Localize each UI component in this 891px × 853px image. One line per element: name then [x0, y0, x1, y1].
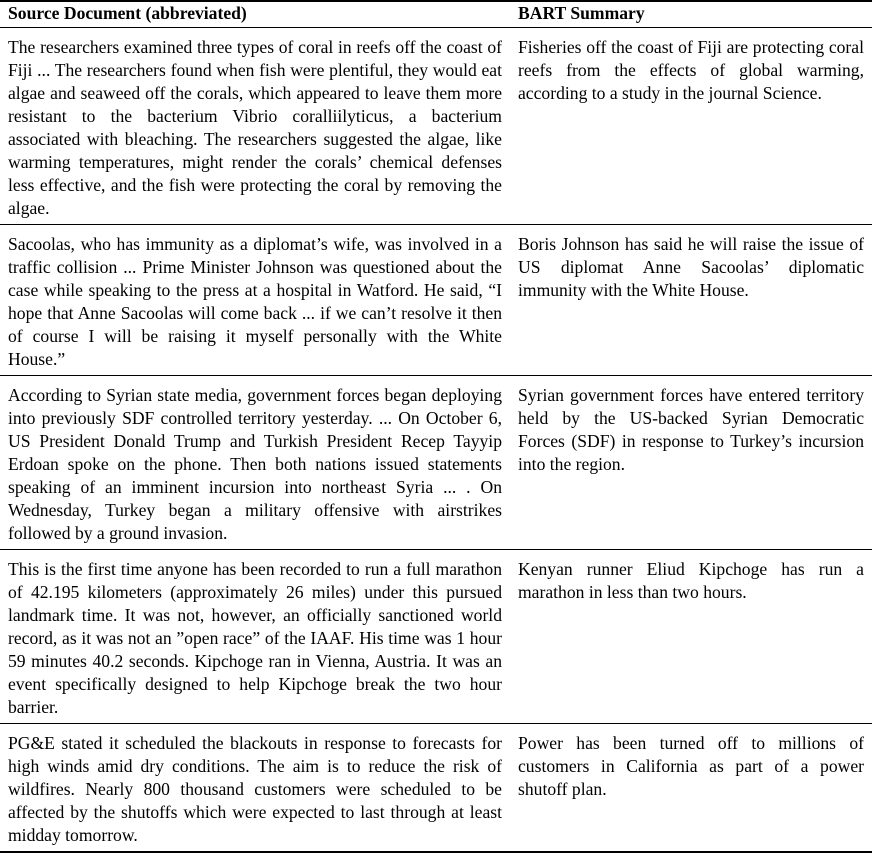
table-row: [0, 550, 872, 724]
source-column-header: Source Document (abbreviated): [8, 3, 247, 23]
summary-cell: Boris Johnson has said he will raise the issue of US diplomat Anne Sacoolas’ diplomatic immunity with the White House.: [518, 234, 864, 300]
source-cell: The researchers examined three types of coral in reefs off the coast of Fiji ... The researchers found when fish were plentiful, they would eat algae and seaweed off the corals, which appeared to leave them more resistant to the bacterium Vibrio coralliilyticus, a bacterium associated with bleaching. The researchers suggested the algae, like warming temperatures, might render the corals’ chemical defenses less effective, and the fish were protecting the coral by removing the algae.: [8, 37, 502, 218]
summary-cell: Fisheries off the coast of Fiji are protecting coral reefs from the effects of global warming, according to a study in the journal Science.: [518, 37, 864, 103]
table-row: [0, 376, 872, 550]
summary-cell: Power has been turned off to millions of customers in California as part of a power shutoff plan.: [518, 733, 864, 799]
source-cell: PG&E stated it scheduled the blackouts in response to forecasts for high winds amid dry conditions. The aim is to reduce the risk of wildfires. Nearly 800 thousand customers were scheduled to be affected by the shutoffs which were expected to last through at least midday tomorrow.: [8, 733, 502, 845]
table-header: [0, 1, 872, 28]
summary-cell: Syrian government forces have entered territory held by the US-backed Syrian Democratic Forces (SDF) in response to Turkey’s incursion into the region.: [518, 385, 864, 474]
source-cell: This is the first time anyone has been recorded to run a full marathon of 42.195 kilometers (approximately 26 miles) under this pursued landmark time. It was not, however, an officially sanctioned world record, as it was not an ”open race” of the IAAF. His time was 1 hour 59 minutes 40.2 seconds. Kipchoge ran in Vienna, Austria. It was an event specifically designed to help Kipchoge break the two hour barrier.: [8, 559, 502, 717]
source-cell: According to Syrian state media, government forces began deploying into previously SDF controlled territory yesterday. ... On October 6, US President Donald Trump and Turkish President Recep Tayyip Erdoan spoke on the phone. Then both nations issued statements speaking of an imminent incursion into northeast Syria ... . On Wednesday, Turkey began a military offensive with airstrikes followed by a ground invasion.: [8, 385, 502, 543]
summary-cell: Kenyan runner Eliud Kipchoge has run a marathon in less than two hours.: [518, 559, 864, 602]
header-row: [0, 1, 872, 28]
table-row: [0, 225, 872, 376]
table-row: [0, 28, 872, 225]
table-body: [0, 28, 872, 853]
source-cell: Sacoolas, who has immunity as a diplomat’s wife, was involved in a traffic collision ... Prime Minister Johnson was questioned about the case while speaking to the press at a hospital in Watford. He said, “I hope that Anne Sacoolas will come back ... if we can’t resolve it then of course I will be raising it myself personally with the White House.”: [8, 234, 502, 369]
summary-column-header: BART Summary: [518, 3, 645, 23]
